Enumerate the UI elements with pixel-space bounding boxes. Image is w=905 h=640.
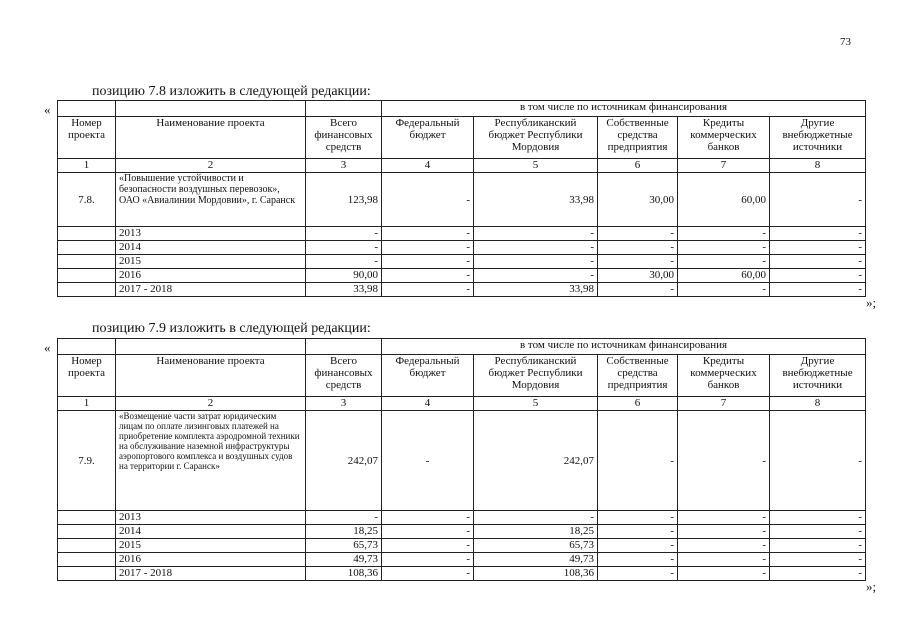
value-cell: 90,00 [306, 269, 382, 283]
page-number: 73 [840, 36, 851, 48]
value-cell: - [770, 255, 866, 269]
year-row [58, 269, 866, 283]
value-cell: - [678, 283, 770, 297]
col-number: 4 [382, 159, 474, 173]
col-header: Собственные средства предприятия [598, 117, 678, 159]
col-number: 7 [678, 159, 770, 173]
value-cell: - [678, 255, 770, 269]
col-header: Кредиты коммерческих банков [678, 355, 770, 397]
column-number-row [58, 397, 866, 411]
value-cell: - [382, 227, 474, 241]
col-header: Другие внебюджетные источники [770, 117, 866, 159]
value-cell: - [474, 241, 598, 255]
value-cell: - [306, 241, 382, 255]
value-cell: - [382, 255, 474, 269]
value-cell: - [598, 539, 678, 553]
value-cell: 18,25 [306, 525, 382, 539]
col-header: Наименование проекта [116, 117, 306, 159]
year-row [58, 539, 866, 553]
value-cell: - [382, 241, 474, 255]
col-header: Республиканский бюджет Республики Мордовия [474, 355, 598, 397]
value-cell: - [598, 227, 678, 241]
finance-table [57, 338, 866, 581]
section-heading: позицию 7.9 изложить в следующей редакции: [92, 321, 371, 336]
value-cell: - [598, 567, 678, 581]
project-name: «Возмещение части затрат юридическим лицам по оплате лизинговых платежей на приобретение комплекта аэродромной техники на обслуживание наземной инфраструктуры аэропортового комплекса и воздушных судов на территории г. Саранск» [116, 411, 306, 511]
value-cell: - [306, 511, 382, 525]
group-header: в том числе по источникам финансирования [382, 339, 866, 355]
col-header: Кредиты коммерческих банков [678, 117, 770, 159]
value-cell: - [770, 241, 866, 255]
column-number-row [58, 159, 866, 173]
group-header: в том числе по источникам финансирования [382, 101, 866, 117]
value-cell: - [474, 511, 598, 525]
col-number: 3 [306, 159, 382, 173]
header-group-row [58, 339, 866, 355]
value-cell: 30,00 [598, 269, 678, 283]
value-cell: - [678, 227, 770, 241]
value-cell: - [678, 241, 770, 255]
year-row [58, 227, 866, 241]
value-cell: 242,07 [474, 411, 598, 511]
value-cell: - [382, 525, 474, 539]
value-cell: - [382, 283, 474, 297]
value-cell: 33,98 [306, 283, 382, 297]
year-label: 2015 [116, 255, 306, 269]
col-header: Республиканский бюджет Республики Мордовия [474, 117, 598, 159]
value-cell: 242,07 [306, 411, 382, 511]
year-label: 2015 [116, 539, 306, 553]
value-cell: - [382, 511, 474, 525]
value-cell: - [770, 283, 866, 297]
value-cell: - [678, 511, 770, 525]
value-cell: - [770, 567, 866, 581]
year-row [58, 511, 866, 525]
year-row [58, 255, 866, 269]
value-cell: - [598, 553, 678, 567]
col-number: 6 [598, 159, 678, 173]
value-cell: - [678, 539, 770, 553]
quote-open: « [44, 102, 51, 117]
col-number: 5 [474, 397, 598, 411]
value-cell: 108,36 [306, 567, 382, 581]
col-number: 1 [58, 397, 116, 411]
col-header: Наименование проекта [116, 355, 306, 397]
value-cell: - [678, 553, 770, 567]
col-header: Всего финансовых средств [306, 117, 382, 159]
value-cell: - [474, 255, 598, 269]
value-cell: - [474, 269, 598, 283]
value-cell: 60,00 [678, 269, 770, 283]
col-number: 6 [598, 397, 678, 411]
value-cell: 65,73 [306, 539, 382, 553]
value-cell: 30,00 [598, 173, 678, 227]
value-cell: 108,36 [474, 567, 598, 581]
quote-close: »; [866, 579, 877, 594]
value-cell: - [382, 269, 474, 283]
project-name: «Повышение устойчивости и безопасности воздушных перевозок», ОАО «Авиалинии Мордовии», г. Саранск [116, 173, 306, 227]
value-cell: 33,98 [474, 173, 598, 227]
value-cell: - [382, 567, 474, 581]
value-cell: 49,73 [306, 553, 382, 567]
col-header: Номер проекта [58, 117, 116, 159]
year-label: 2014 [116, 525, 306, 539]
col-header: Номер проекта [58, 355, 116, 397]
year-row [58, 553, 866, 567]
year-label: 2017 - 2018 [116, 567, 306, 581]
value-cell: 18,25 [474, 525, 598, 539]
value-cell: - [598, 511, 678, 525]
project-row [58, 173, 866, 227]
value-cell: - [598, 283, 678, 297]
value-cell: - [678, 567, 770, 581]
year-label: 2014 [116, 241, 306, 255]
value-cell: - [678, 525, 770, 539]
value-cell: - [598, 255, 678, 269]
value-cell: - [770, 553, 866, 567]
quote-close: »; [866, 295, 877, 310]
value-cell: - [382, 553, 474, 567]
value-cell: 49,73 [474, 553, 598, 567]
col-number: 2 [116, 159, 306, 173]
value-cell: 33,98 [474, 283, 598, 297]
value-cell: - [306, 255, 382, 269]
value-cell: 60,00 [678, 173, 770, 227]
project-number: 7.9. [58, 411, 116, 511]
col-header: Всего финансовых средств [306, 355, 382, 397]
finance-table [57, 100, 866, 297]
col-number: 1 [58, 159, 116, 173]
value-cell: - [382, 173, 474, 227]
col-header: Федеральный бюджет [382, 117, 474, 159]
col-header: Федеральный бюджет [382, 355, 474, 397]
year-label: 2016 [116, 553, 306, 567]
value-cell: - [598, 411, 678, 511]
value-cell: - [770, 173, 866, 227]
year-label: 2016 [116, 269, 306, 283]
value-cell: - [598, 241, 678, 255]
year-row [58, 525, 866, 539]
value-cell: - [770, 269, 866, 283]
value-cell: - [770, 525, 866, 539]
value-cell: - [306, 227, 382, 241]
header-row [58, 117, 866, 159]
quote-open: « [44, 340, 51, 355]
col-header: Другие внебюджетные источники [770, 355, 866, 397]
year-label: 2017 - 2018 [116, 283, 306, 297]
project-row [58, 411, 866, 511]
col-number: 5 [474, 159, 598, 173]
col-number: 8 [770, 397, 866, 411]
year-label: 2013 [116, 511, 306, 525]
col-number: 4 [382, 397, 474, 411]
year-row [58, 241, 866, 255]
value-cell: - [678, 411, 770, 511]
col-number: 7 [678, 397, 770, 411]
col-number: 2 [116, 397, 306, 411]
value-cell: - [382, 539, 474, 553]
col-number: 3 [306, 397, 382, 411]
value-cell: 65,73 [474, 539, 598, 553]
value-cell: - [770, 511, 866, 525]
section-heading: позицию 7.8 изложить в следующей редакции: [92, 84, 371, 99]
value-cell: - [770, 539, 866, 553]
year-row [58, 567, 866, 581]
header-row [58, 355, 866, 397]
value-cell: 123,98 [306, 173, 382, 227]
col-number: 8 [770, 159, 866, 173]
year-label: 2013 [116, 227, 306, 241]
value-cell: - [382, 411, 474, 511]
year-row [58, 283, 866, 297]
col-header: Собственные средства предприятия [598, 355, 678, 397]
value-cell: - [598, 525, 678, 539]
value-cell: - [770, 411, 866, 511]
project-number: 7.8. [58, 173, 116, 227]
value-cell: - [770, 227, 866, 241]
header-group-row [58, 101, 866, 117]
value-cell: - [474, 227, 598, 241]
